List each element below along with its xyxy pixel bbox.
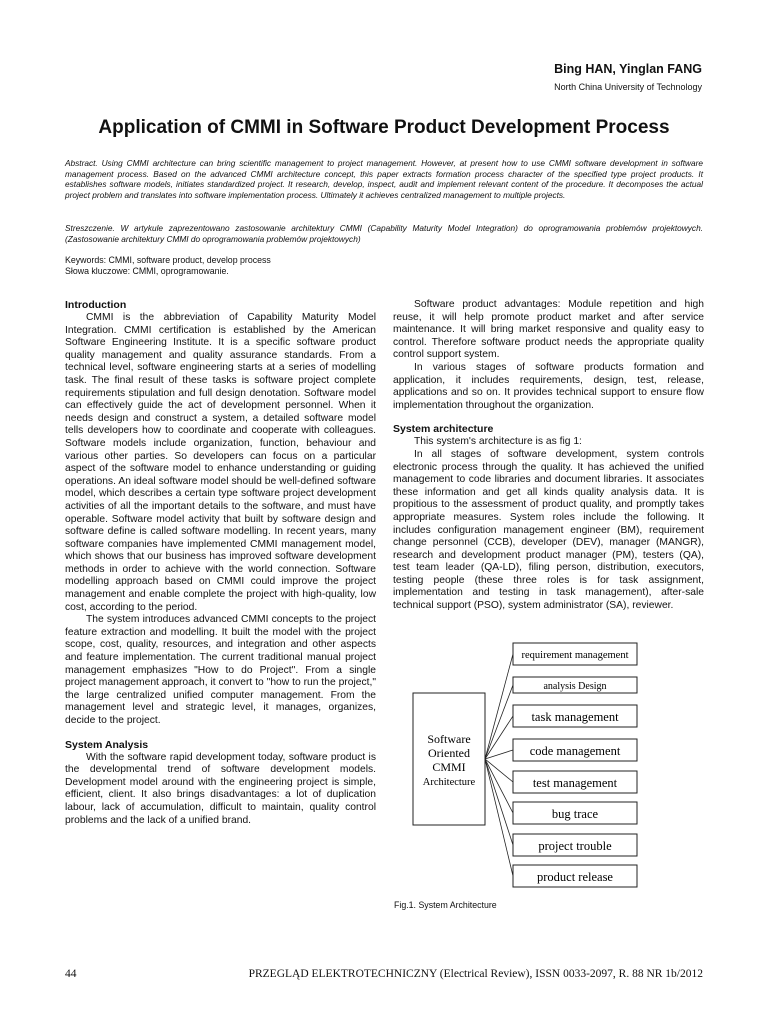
- diagram-item-task: task management: [531, 710, 619, 724]
- diagram-item-test: test management: [532, 776, 618, 790]
- diagram-item-requirement: requirement management: [521, 650, 629, 661]
- affiliation: North China University of Technology: [554, 82, 702, 92]
- left-column: [65, 299, 376, 827]
- advantages-paragraph-2: In various stages of software products formation and application, it includes requirements, design, test, release, applications and so on. It provides technical support to ensure flow implementation throughout the organization.: [393, 361, 704, 411]
- analysis-heading: System Analysis: [65, 738, 149, 751]
- right-column: [393, 299, 704, 613]
- architecture-heading: System architecture: [393, 423, 494, 436]
- architecture-paragraph-2: In all stages of software development, system controls electronic process through the quality. It has achieved the unified management to code libraries and document libraries. It associates these information and get all kinds quality analysis data. It is propitious to the assessment of product quality, and promptly takes appropriate measures. System roles include the following. It includes configuration management engineer (BM), requirement change personnel (CCB), developer (DEV), manager (MANGR), research and development product manager (PM), testers (QA), test team leader (QA-LD), filing person, distribution, executors, testing people (these three roles is for task assignment, implementation and testing in task management), after-sale technical support (PSO), system administrator (SA), reviewer.: [393, 448, 704, 612]
- streszczenie: Streszczenie. W artykule zaprezentowano zastosowanie architektury CMMI (Capability Maturity Model Integration) do oprogramowania problemów projektowych. (Zastosowanie architektury CMMI do oprogramowania problemów projektowych): [65, 223, 703, 244]
- intro-paragraph-1: CMMI is the abbreviation of Capability Maturity Model Integration. CMMI certification is established by the American Software Engineering Institute. It is a specific software product quality management and quality assurance standards. From a technical level, software engineering starts at a series of modelling task. The final result of these tasks is software project complete requirements stipulation and full design denotation. Software model can effectively guide the act of development personnel. When it needs design and construct a system, a detailed software model tells developers how to coordinate and cooperate with colleagues. Software models include organization, function, behaviour and various other parties. So developers can focus on a particular aspect of the software model to enhance understanding or guiding operations. An ideal software model should be well-defined software model, which describes a certain type software project development activities of all the important details to the software, and must have operable. Software model activity that built by software design and software define is called software modelling. In recent years, many software companies have implemented CMMI management model, which shows that our business has improved software development methods in order to achieve with the world connection. Software modelling approach based on CMMI could improve the project management and enable complete the project with high-quality, low cost, according to the period.: [65, 312, 376, 613]
- abstract: Abstract. Using CMMI architecture can bring scientific management to project management. However, at present how to use CMMI software development in software management process. Based on the advanced CMMI architecture concept, this paper extracts formation process character of the specified type project products. It establishes software models, initiates standardized project. It research, develop, inspect, audit and implement relevant content of the procedure. It decomposes the actual project problem and translates into software implementation process. Ultimately it achieves centralized management to multiple projects.: [65, 158, 703, 200]
- analysis-paragraph-1: With the software rapid development today, software product is the developmental trend of software development models. Development model around with the engineering project is simple, efficient, client. It also brings disadvantages: a lot of duplication labour, lack of accumulation, difficult to maintain, quality control problems and the lack of a unified brand.: [65, 751, 376, 826]
- slowa-kluczowe: Słowa kluczowe: CMMI, oprogramowanie.: [65, 266, 229, 276]
- intro-heading: Introduction: [65, 299, 127, 311]
- page-number: 44: [65, 968, 77, 980]
- authors: Bing HAN, Yinglan FANG: [554, 62, 702, 76]
- advantages-paragraph-1: Software product advantages: Module repetition and high reuse, it will help promote product market and after service maintenance. It will bring market responsive and quality easy to control. Therefore software product needs the appropriate quality control support system.: [393, 299, 704, 361]
- journal-info: PRZEGLĄD ELEKTROTECHNICZNY (Electrical Review), ISSN 0033-2097, R. 88 NR 1b/2012: [248, 968, 703, 980]
- keywords-block: [65, 255, 703, 277]
- diagram-center-line-4: Architecture: [422, 777, 476, 788]
- diagram-item-bug: bug trace: [551, 807, 599, 821]
- diagram-center-line-3: CMMI: [432, 760, 466, 774]
- paper-title: Application of CMMI in Software Product Development Process: [98, 117, 670, 138]
- system-architecture-diagram: [412, 641, 704, 891]
- architecture-paragraph-1: This system's architecture is as fig 1:: [414, 436, 582, 448]
- diagram-item-trouble: project trouble: [538, 839, 612, 853]
- keywords: Keywords: CMMI, software product, develop process: [65, 255, 271, 265]
- diagram-item-analysis: analysis Design: [543, 681, 607, 692]
- diagram-center-line-2: Oriented: [428, 746, 470, 760]
- diagram-center-line-1: Software: [427, 732, 471, 746]
- diagram-item-release: product release: [536, 870, 614, 884]
- intro-paragraph-2: The system introduces advanced CMMI concepts to the project feature extraction and modelling. It built the model with the project scope, cost, quality, resources, and integration and other aspects and feature implementation. The current traditional manual project management emphasizes "How to do Project". From a single project management approach, it convert to "how to run the project," the large centralized unified computer management. From the management level and strategic level, it manages, organizes, decide to the project.: [65, 614, 376, 726]
- figure-caption: Fig.1. System Architecture: [394, 900, 497, 910]
- diagram-item-code: code management: [529, 744, 621, 758]
